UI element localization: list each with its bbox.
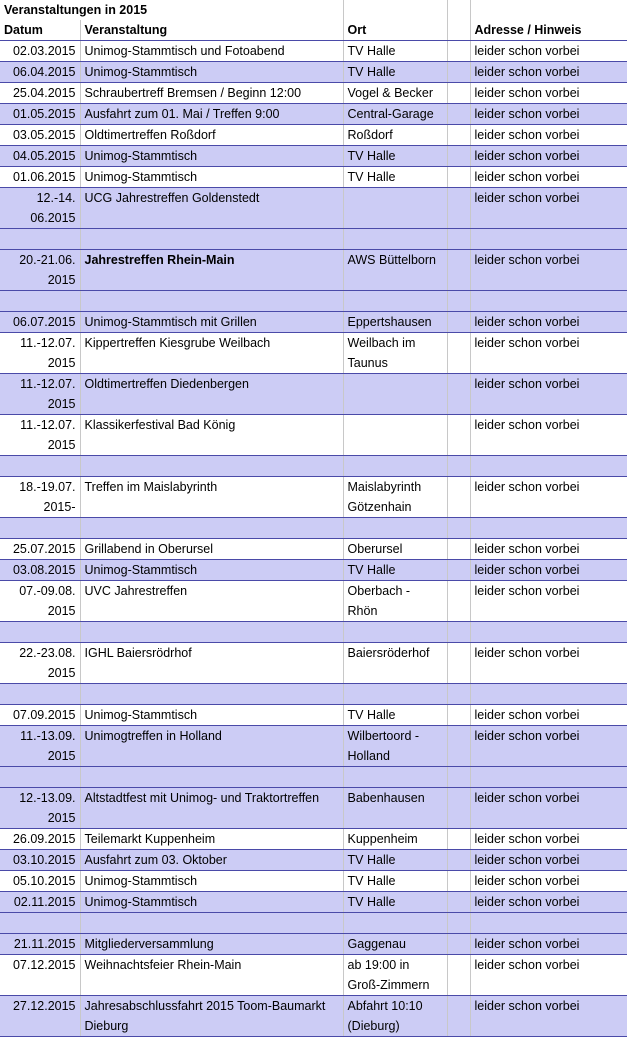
table-row: [0, 62, 627, 83]
place-cell: [343, 188, 447, 229]
place-cell: Oberursel: [343, 539, 447, 560]
date-cell: 02.11.2015: [0, 892, 80, 913]
note-cell: leider schon vorbei: [470, 125, 627, 146]
event-cell: Unimog-Stammtisch: [80, 167, 343, 188]
event-cell: UCG Jahrestreffen Goldenstedt: [80, 188, 343, 229]
event-cell: Ausfahrt zum 03. Oktober: [80, 850, 343, 871]
date-cell: 18.-19.07. 2015-: [0, 477, 80, 518]
place-cell: Eppertshausen: [343, 312, 447, 333]
event-cell: Klassikerfestival Bad König: [80, 415, 343, 456]
table-row: [0, 167, 627, 188]
note-cell: [470, 913, 627, 934]
place-cell: Central-Garage: [343, 104, 447, 125]
place-cell: TV Halle: [343, 850, 447, 871]
event-cell: [80, 456, 343, 477]
place-cell: [343, 767, 447, 788]
event-cell: Weihnachtsfeier Rhein-Main: [80, 955, 343, 996]
table-row: [0, 892, 627, 913]
event-cell: Kippertreffen Kiesgrube Weilbach: [80, 333, 343, 374]
date-cell: 25.04.2015: [0, 83, 80, 104]
note-cell: [470, 767, 627, 788]
date-cell: 01.06.2015: [0, 167, 80, 188]
blank-cell: [447, 581, 470, 622]
event-cell: [80, 518, 343, 539]
blank-cell: [447, 934, 470, 955]
place-cell: TV Halle: [343, 560, 447, 581]
blank-cell: [447, 312, 470, 333]
blank-cell: [447, 850, 470, 871]
event-cell: Teilemarkt Kuppenheim: [80, 829, 343, 850]
date-cell: 07.-09.08. 2015: [0, 581, 80, 622]
table-row: [0, 125, 627, 146]
date-cell: 21.11.2015: [0, 934, 80, 955]
note-cell: leider schon vorbei: [470, 250, 627, 291]
place-cell: TV Halle: [343, 62, 447, 83]
header-veranstaltung: Veranstaltung: [80, 20, 343, 41]
date-cell: [0, 518, 80, 539]
note-cell: leider schon vorbei: [470, 188, 627, 229]
header-row: [0, 20, 627, 41]
blank-cell: [447, 829, 470, 850]
event-cell: Schraubertreff Bremsen / Beginn 12:00: [80, 83, 343, 104]
note-cell: leider schon vorbei: [470, 850, 627, 871]
blank-cell: [447, 333, 470, 374]
date-cell: 12.-14. 06.2015: [0, 188, 80, 229]
date-cell: [0, 291, 80, 312]
header-ort: Ort: [343, 20, 447, 41]
place-cell: [343, 684, 447, 705]
blank-cell: [447, 726, 470, 767]
note-cell: [470, 518, 627, 539]
spacer-row: [0, 291, 627, 312]
place-cell: [343, 291, 447, 312]
event-cell: Unimogtreffen in Holland: [80, 726, 343, 767]
date-cell: 27.12.2015: [0, 996, 80, 1037]
date-cell: 03.05.2015: [0, 125, 80, 146]
title-row: [0, 0, 627, 20]
table-row: [0, 41, 627, 62]
table-row: [0, 871, 627, 892]
blank-cell: [447, 684, 470, 705]
note-cell: leider schon vorbei: [470, 312, 627, 333]
note-cell: leider schon vorbei: [470, 539, 627, 560]
blank-cell: [447, 415, 470, 456]
note-cell: leider schon vorbei: [470, 726, 627, 767]
date-cell: 07.09.2015: [0, 705, 80, 726]
blank-cell: [447, 622, 470, 643]
blank-cell: [447, 996, 470, 1037]
event-cell: [80, 684, 343, 705]
date-cell: 06.04.2015: [0, 62, 80, 83]
blank-cell: [447, 291, 470, 312]
date-cell: 05.10.2015: [0, 871, 80, 892]
blank-cell: [447, 518, 470, 539]
blank-cell: [447, 125, 470, 146]
spacer-row: [0, 913, 627, 934]
table-row: [0, 705, 627, 726]
date-cell: 12.-13.09. 2015: [0, 788, 80, 829]
place-cell: Oberbach - Rhön: [343, 581, 447, 622]
date-cell: 06.07.2015: [0, 312, 80, 333]
table-row: [0, 333, 627, 374]
event-cell: Unimog-Stammtisch: [80, 705, 343, 726]
date-cell: 25.07.2015: [0, 539, 80, 560]
date-cell: 22.-23.08. 2015: [0, 643, 80, 684]
note-cell: leider schon vorbei: [470, 955, 627, 996]
table-row: [0, 850, 627, 871]
blank-cell: [447, 62, 470, 83]
event-cell: Unimog-Stammtisch: [80, 892, 343, 913]
date-cell: 03.10.2015: [0, 850, 80, 871]
date-cell: 01.05.2015: [0, 104, 80, 125]
place-cell: Vogel & Becker: [343, 83, 447, 104]
date-cell: 07.12.2015: [0, 955, 80, 996]
blank-cell: [447, 104, 470, 125]
note-cell: leider schon vorbei: [470, 333, 627, 374]
place-cell: Roßdorf: [343, 125, 447, 146]
place-cell: TV Halle: [343, 705, 447, 726]
spacer-row: [0, 767, 627, 788]
place-cell: Abfahrt 10:10 (Dieburg): [343, 996, 447, 1037]
table-row: [0, 188, 627, 229]
date-cell: 11.-12.07. 2015: [0, 415, 80, 456]
event-cell: Unimog-Stammtisch: [80, 560, 343, 581]
place-cell: TV Halle: [343, 892, 447, 913]
date-cell: [0, 767, 80, 788]
table-row: [0, 250, 627, 291]
date-cell: [0, 913, 80, 934]
blank-cell: [447, 83, 470, 104]
note-cell: leider schon vorbei: [470, 996, 627, 1037]
place-cell: [343, 622, 447, 643]
header-hinweis: Adresse / Hinweis: [470, 20, 627, 41]
event-cell: Unimog-Stammtisch mit Grillen: [80, 312, 343, 333]
note-cell: leider schon vorbei: [470, 104, 627, 125]
blank-cell: [447, 913, 470, 934]
note-cell: [470, 684, 627, 705]
table-row: [0, 996, 627, 1037]
date-cell: 26.09.2015: [0, 829, 80, 850]
blank-cell: [447, 477, 470, 518]
place-cell: Kuppenheim: [343, 829, 447, 850]
table-row: [0, 146, 627, 167]
blank-cell: [447, 560, 470, 581]
event-cell: Grillabend in Oberursel: [80, 539, 343, 560]
place-cell: [343, 456, 447, 477]
place-cell: TV Halle: [343, 41, 447, 62]
place-cell: [343, 913, 447, 934]
note-cell: leider schon vorbei: [470, 871, 627, 892]
event-cell: [80, 229, 343, 250]
event-cell: [80, 767, 343, 788]
place-cell: Weilbach im Taunus: [343, 333, 447, 374]
event-cell: Unimog-Stammtisch: [80, 62, 343, 83]
date-cell: 11.-13.09. 2015: [0, 726, 80, 767]
event-cell: Mitgliederversammlung: [80, 934, 343, 955]
event-cell: IGHL Baiersrödrhof: [80, 643, 343, 684]
note-cell: leider schon vorbei: [470, 829, 627, 850]
event-cell: Treffen im Maislabyrinth: [80, 477, 343, 518]
note-cell: [470, 291, 627, 312]
date-cell: 03.08.2015: [0, 560, 80, 581]
date-cell: [0, 684, 80, 705]
spacer-row: [0, 229, 627, 250]
table-row: [0, 312, 627, 333]
table-row: [0, 934, 627, 955]
note-cell: leider schon vorbei: [470, 41, 627, 62]
blank-cell: [447, 643, 470, 684]
place-cell: Maislabyrinth Götzenhain: [343, 477, 447, 518]
blank-cell: [447, 250, 470, 291]
place-cell: AWS Büttelborn: [343, 250, 447, 291]
event-cell: Altstadtfest mit Unimog- und Traktortreffen: [80, 788, 343, 829]
blank-cell: [447, 871, 470, 892]
header-spacer: [447, 20, 470, 41]
note-cell: leider schon vorbei: [470, 374, 627, 415]
event-cell: Jahresabschlussfahrt 2015 Toom-Baumarkt Dieburg: [80, 996, 343, 1037]
note-cell: leider schon vorbei: [470, 415, 627, 456]
blank-cell: [447, 374, 470, 415]
table-row: [0, 560, 627, 581]
event-cell: [80, 622, 343, 643]
blank-cell: [447, 188, 470, 229]
blank-cell: [447, 705, 470, 726]
place-cell: TV Halle: [343, 167, 447, 188]
event-cell: Jahrestreffen Rhein-Main: [80, 250, 343, 291]
note-cell: leider schon vorbei: [470, 146, 627, 167]
date-cell: [0, 229, 80, 250]
blank-cell: [447, 229, 470, 250]
place-cell: Wilbertoord - Holland: [343, 726, 447, 767]
place-cell: [343, 374, 447, 415]
blank-cell: [447, 456, 470, 477]
date-cell: 04.05.2015: [0, 146, 80, 167]
table-title: Veranstaltungen in 2015: [0, 0, 343, 20]
table-row: [0, 83, 627, 104]
blank-cell: [447, 788, 470, 829]
place-cell: TV Halle: [343, 871, 447, 892]
place-cell: TV Halle: [343, 146, 447, 167]
table-row: [0, 643, 627, 684]
event-cell: Oldtimertreffen Diedenbergen: [80, 374, 343, 415]
note-cell: leider schon vorbei: [470, 788, 627, 829]
note-cell: leider schon vorbei: [470, 934, 627, 955]
blank-cell: [447, 146, 470, 167]
spacer-row: [0, 518, 627, 539]
note-cell: leider schon vorbei: [470, 581, 627, 622]
table-row: [0, 104, 627, 125]
date-cell: 02.03.2015: [0, 41, 80, 62]
blank-cell: [447, 167, 470, 188]
spacer-row: [0, 684, 627, 705]
note-cell: leider schon vorbei: [470, 705, 627, 726]
place-cell: [343, 518, 447, 539]
event-cell: Unimog-Stammtisch: [80, 146, 343, 167]
event-cell: Unimog-Stammtisch: [80, 871, 343, 892]
event-cell: Oldtimertreffen Roßdorf: [80, 125, 343, 146]
event-cell: [80, 291, 343, 312]
note-cell: [470, 622, 627, 643]
table-row: [0, 581, 627, 622]
note-cell: leider schon vorbei: [470, 560, 627, 581]
place-cell: [343, 415, 447, 456]
blank-cell: [447, 892, 470, 913]
spacer-row: [0, 456, 627, 477]
table-row: [0, 955, 627, 996]
note-cell: leider schon vorbei: [470, 167, 627, 188]
blank-cell: [447, 955, 470, 996]
note-cell: leider schon vorbei: [470, 892, 627, 913]
table-row: [0, 788, 627, 829]
header-datum: Datum: [0, 20, 80, 41]
note-cell: leider schon vorbei: [470, 83, 627, 104]
table-row: [0, 829, 627, 850]
blank-cell: [447, 41, 470, 62]
table-row: [0, 539, 627, 560]
date-cell: 11.-12.07. 2015: [0, 333, 80, 374]
note-cell: leider schon vorbei: [470, 477, 627, 518]
place-cell: [343, 229, 447, 250]
date-cell: [0, 622, 80, 643]
place-cell: Gaggenau: [343, 934, 447, 955]
blank-cell: [447, 539, 470, 560]
date-cell: 20.-21.06. 2015: [0, 250, 80, 291]
note-cell: leider schon vorbei: [470, 643, 627, 684]
place-cell: ab 19:00 in Groß-Zimmern: [343, 955, 447, 996]
note-cell: leider schon vorbei: [470, 62, 627, 83]
event-cell: UVC Jahrestreffen: [80, 581, 343, 622]
table-row: [0, 374, 627, 415]
place-cell: Baiersröderhof: [343, 643, 447, 684]
note-cell: [470, 456, 627, 477]
blank-cell: [447, 767, 470, 788]
table-row: [0, 477, 627, 518]
date-cell: 11.-12.07. 2015: [0, 374, 80, 415]
spacer-row: [0, 622, 627, 643]
date-cell: [0, 456, 80, 477]
event-cell: Ausfahrt zum 01. Mai / Treffen 9:00: [80, 104, 343, 125]
note-cell: [470, 229, 627, 250]
place-cell: Babenhausen: [343, 788, 447, 829]
table-row: [0, 415, 627, 456]
event-cell: [80, 913, 343, 934]
event-cell: Unimog-Stammtisch und Fotoabend: [80, 41, 343, 62]
table-row: [0, 726, 627, 767]
